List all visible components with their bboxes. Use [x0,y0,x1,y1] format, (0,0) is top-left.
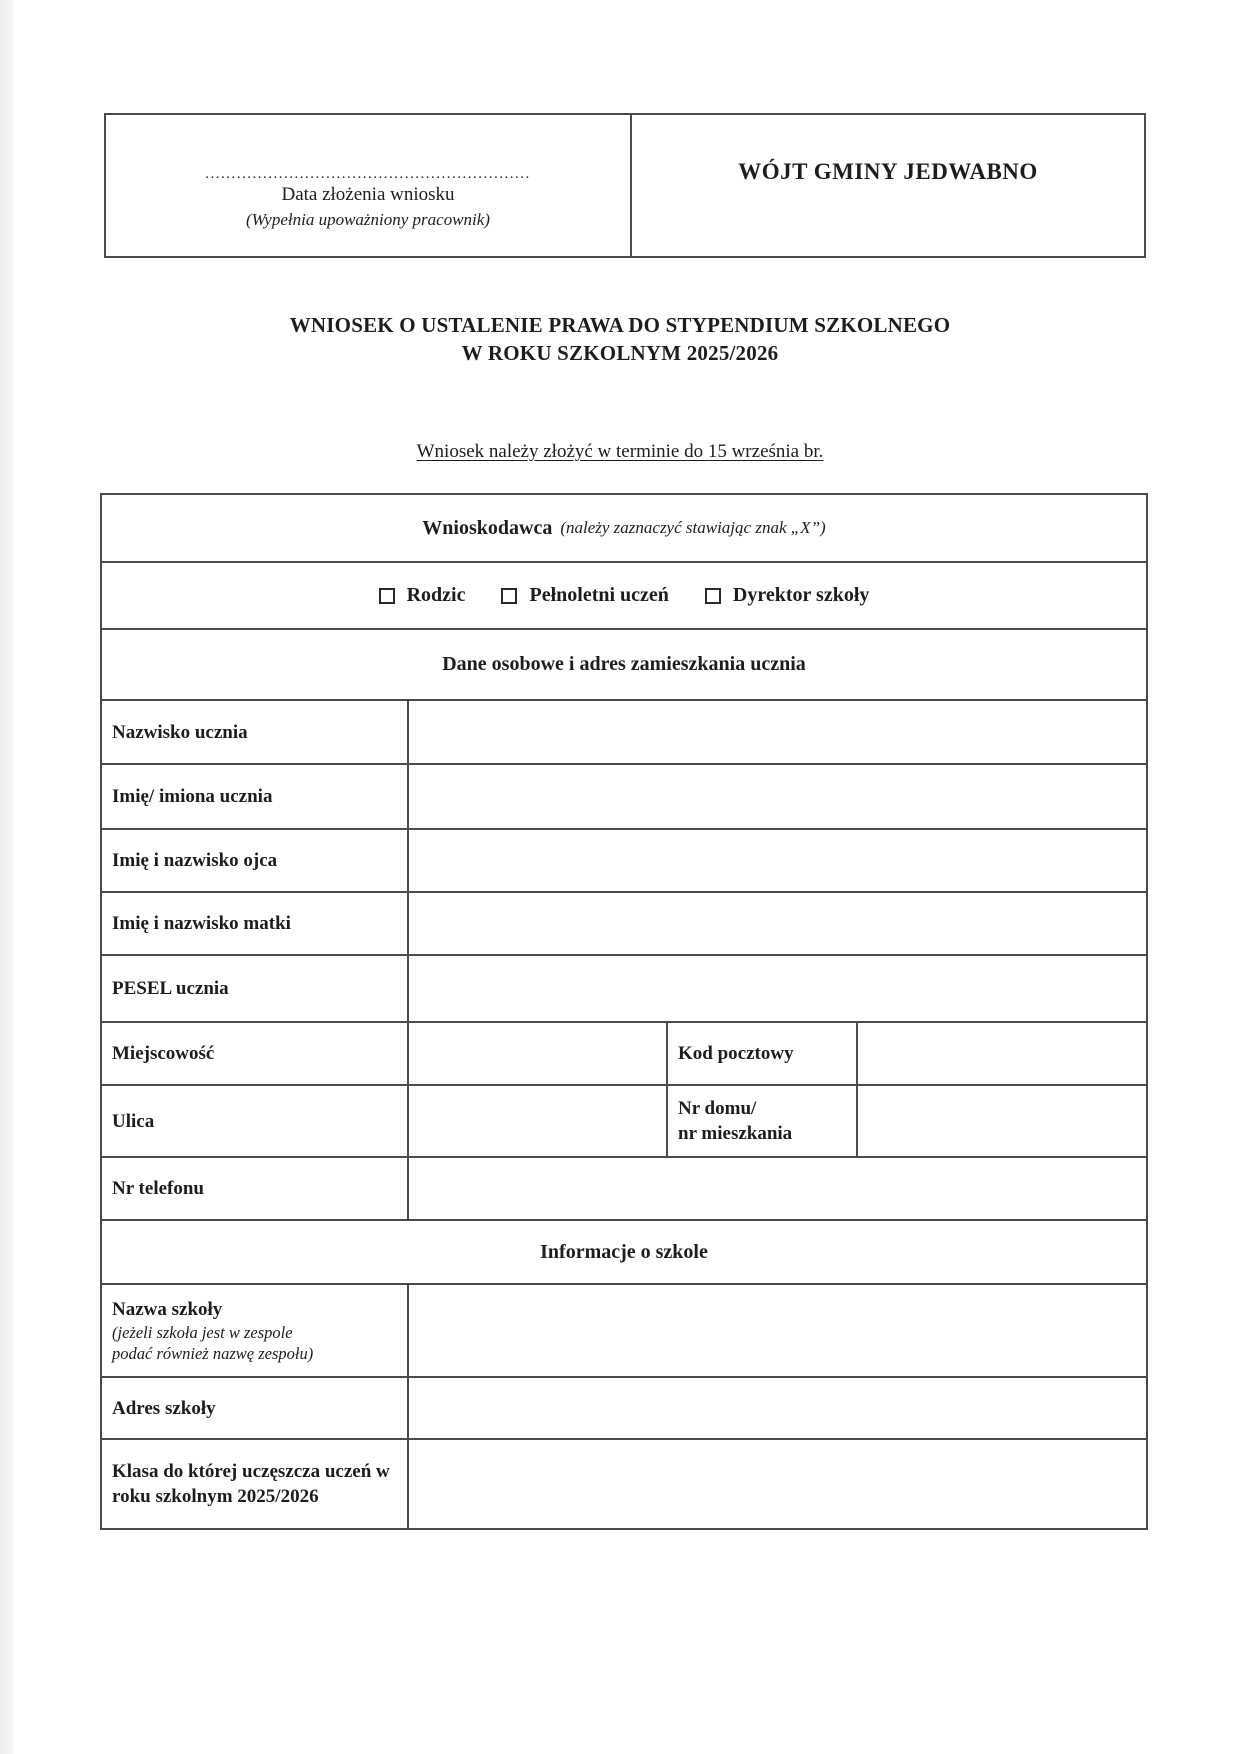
applicant-heading-row [102,495,1146,563]
submission-date-cell [106,115,632,256]
house-no-label-line2: nr mieszkania [678,1123,793,1144]
deadline-note: Wniosek należy złożyć w terminie do 15 września br. [416,441,824,462]
option-rodzic [379,584,466,607]
house-no-field [856,1086,1146,1156]
date-note: (Wypełnia upoważniony pracownik) [246,210,490,229]
date-label: Data złożenia wniosku [281,184,455,205]
postal-code-label: Kod pocztowy [666,1023,856,1084]
city-postal-row [102,1023,1146,1086]
header-box [104,113,1146,258]
street-label: Ulica [112,1110,155,1132]
surname-field [407,701,1146,763]
father-name-field [407,830,1146,891]
option-dyrektor-szkoly [705,584,869,607]
school-class-label: Klasa do której uczęszcza uczeń w roku szkolnym 2025/2026 [112,1461,390,1507]
given-names-row [102,765,1146,830]
phone-label: Nr telefonu [112,1178,204,1199]
school-class-row [102,1440,1146,1528]
school-name-label [102,1285,407,1376]
house-no-label-line1: Nr domu/ [678,1098,757,1119]
school-name-row [102,1285,1146,1378]
pesel-row [102,956,1146,1023]
surname-row [102,701,1146,765]
option-dyrektor-szkoly-label: Dyrektor szkoły [732,584,870,606]
personal-section-heading: Dane osobowe i adres zamieszkania ucznia [442,653,806,675]
school-name-field [407,1285,1146,1376]
school-class-field [407,1440,1146,1528]
house-no-label [666,1086,856,1156]
mother-name-label: Imię i nazwisko matki [112,913,291,934]
school-name-note-line2: podać również nazwę zespołu) [112,1344,314,1363]
mother-name-row [102,893,1146,956]
option-pelnoletni-uczen [501,584,668,607]
school-name-note-line1: (jeżeli szkoła jest w zespole [112,1323,293,1342]
checkbox-dyrektor-szkoly-icon [705,588,721,604]
scan-artifact-left-band [0,0,14,1754]
school-name-label-main: Nazwa szkoły [112,1299,223,1320]
form-title-line2: W ROKU SZKOLNYM 2025/2026 [461,341,779,365]
city-label: Miejscowość [112,1043,215,1064]
school-section-heading: Informacje o szkole [540,1240,708,1263]
mother-name-field [407,893,1146,954]
applicant-options [379,584,870,607]
given-names-field [407,765,1146,828]
street-field [407,1086,666,1156]
office-title-cell [632,115,1144,256]
personal-section-header-row [102,630,1146,701]
school-address-row [102,1378,1146,1440]
form-title-line1: WNIOSEK O USTALENIE PRAWA DO STYPENDIUM SZKOLNEGO [289,313,951,337]
street-house-row [102,1086,1146,1158]
checkbox-rodzic-icon [379,588,395,604]
school-section-header-row [102,1221,1146,1285]
date-dotted-line: .............................................................. [205,166,531,182]
postal-code-field [856,1023,1146,1084]
applicant-options-row [102,563,1146,630]
pesel-label: PESEL ucznia [112,978,229,999]
surname-label: Nazwisko ucznia [112,721,248,743]
phone-row [102,1158,1146,1221]
form-title [0,311,1240,367]
phone-field [407,1158,1146,1219]
father-name-row [102,830,1146,893]
applicant-heading-note: (należy zaznaczyć stawiając znak „X”) [560,518,826,537]
school-address-label: Adres szkoły [112,1397,216,1419]
father-name-label: Imię i nazwisko ojca [112,850,278,871]
option-pelnoletni-uczen-label: Pełnoletni uczeń [529,584,669,606]
applicant-heading: Wnioskodawca [422,516,553,539]
school-address-field [407,1378,1146,1438]
pesel-digit-boxes [407,956,1146,1021]
checkbox-pelnoletni-uczen-icon [501,588,517,604]
office-title: WÓJT GMINY JEDWABNO [738,158,1038,184]
application-form-table [100,493,1148,1530]
city-field [407,1023,666,1084]
option-rodzic-label: Rodzic [406,584,466,606]
given-names-label: Imię/ imiona ucznia [112,786,273,807]
